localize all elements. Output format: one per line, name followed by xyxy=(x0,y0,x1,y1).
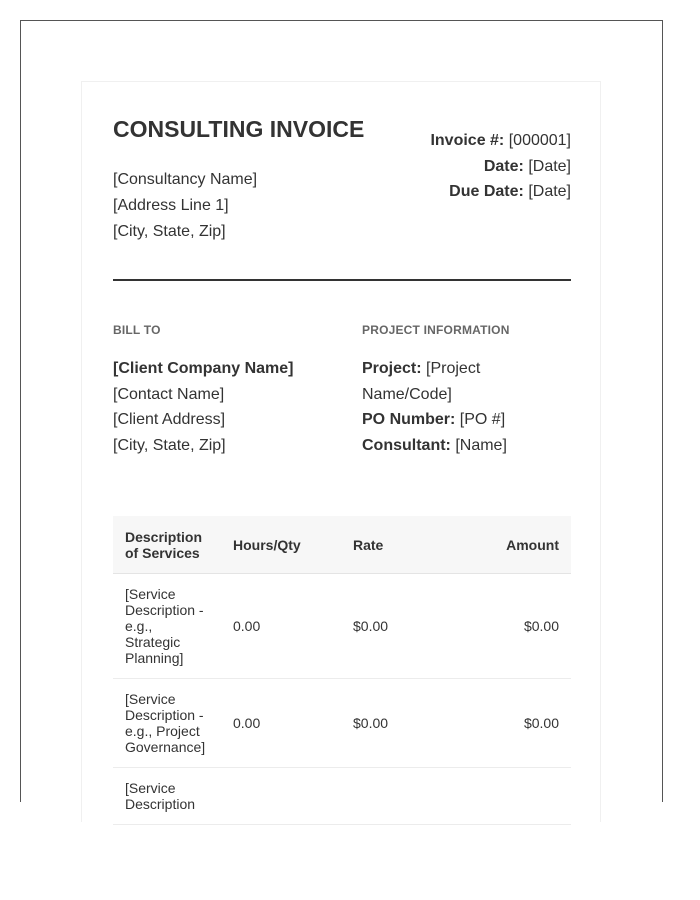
table-row xyxy=(113,768,571,825)
hours-cell: 0.00 xyxy=(221,679,341,768)
bill-to-label: BILL TO xyxy=(113,323,161,337)
amount-cell: $0.00 xyxy=(461,574,571,679)
project-info-block xyxy=(362,356,542,459)
project-info-label: PROJECT INFORMATION xyxy=(362,323,510,337)
city-state-zip: [City, State, Zip] xyxy=(113,223,226,240)
table-row xyxy=(113,679,571,768)
service-description-cell: [Service Description - e.g., Strategic Planning] xyxy=(113,574,221,679)
invoice-number-row xyxy=(430,128,571,154)
project-label: Project: xyxy=(362,360,422,377)
bill-to-block xyxy=(113,356,293,459)
table-header-row xyxy=(113,516,571,574)
due-date-label: Due Date: xyxy=(449,183,524,200)
rate-cell xyxy=(341,768,461,825)
rate-cell: $0.00 xyxy=(341,679,461,768)
client-city-state-zip: [City, State, Zip] xyxy=(113,437,226,455)
project-value: [Project Name/Code] xyxy=(362,360,481,403)
due-date-row xyxy=(430,179,571,205)
po-number-label: PO Number: xyxy=(362,411,456,429)
client-contact-name: [Contact Name] xyxy=(113,385,225,403)
po-number-value: [PO #] xyxy=(459,411,506,429)
rate-cell: $0.00 xyxy=(341,574,461,679)
services-table xyxy=(113,516,571,825)
consultancy-name: [Consultancy Name] xyxy=(113,171,258,188)
client-address: [Client Address] xyxy=(113,411,226,429)
column-header-amount: Amount xyxy=(461,516,571,574)
document-frame xyxy=(20,20,663,812)
consultant-label: Consultant: xyxy=(362,437,451,455)
invoice-date-label: Date: xyxy=(483,157,524,175)
due-date-value: [Date] xyxy=(528,183,571,200)
consultant-row xyxy=(362,433,542,459)
invoice-title: CONSULTING INVOICE xyxy=(113,116,365,142)
amount-cell: $0.00 xyxy=(461,679,571,768)
service-description-cell: [Service Description xyxy=(113,768,221,825)
table-row xyxy=(113,574,571,679)
consultancy-address xyxy=(113,167,257,245)
invoice-date-row xyxy=(430,154,571,180)
amount-cell xyxy=(461,768,571,825)
hours-cell xyxy=(221,768,341,825)
invoice-meta xyxy=(430,128,571,205)
invoice-number-value: [000001] xyxy=(508,132,571,149)
column-header-description: Description of Services xyxy=(113,516,221,574)
address-line-1: [Address Line 1] xyxy=(113,197,229,214)
hours-cell: 0.00 xyxy=(221,574,341,679)
service-description-cell: [Service Description - e.g., Project Governance] xyxy=(113,679,221,768)
invoice-sheet xyxy=(81,81,601,822)
invoice-number-label: Invoice #: xyxy=(430,132,505,149)
po-number-row xyxy=(362,407,542,433)
consultant-value: [Name] xyxy=(455,437,507,455)
invoice-date-value: [Date] xyxy=(528,157,571,175)
header-divider xyxy=(113,279,571,281)
project-row xyxy=(362,356,542,407)
column-header-hours: Hours/Qty xyxy=(221,516,341,574)
client-company-name: [Client Company Name] xyxy=(113,360,294,377)
column-header-rate: Rate xyxy=(341,516,461,574)
